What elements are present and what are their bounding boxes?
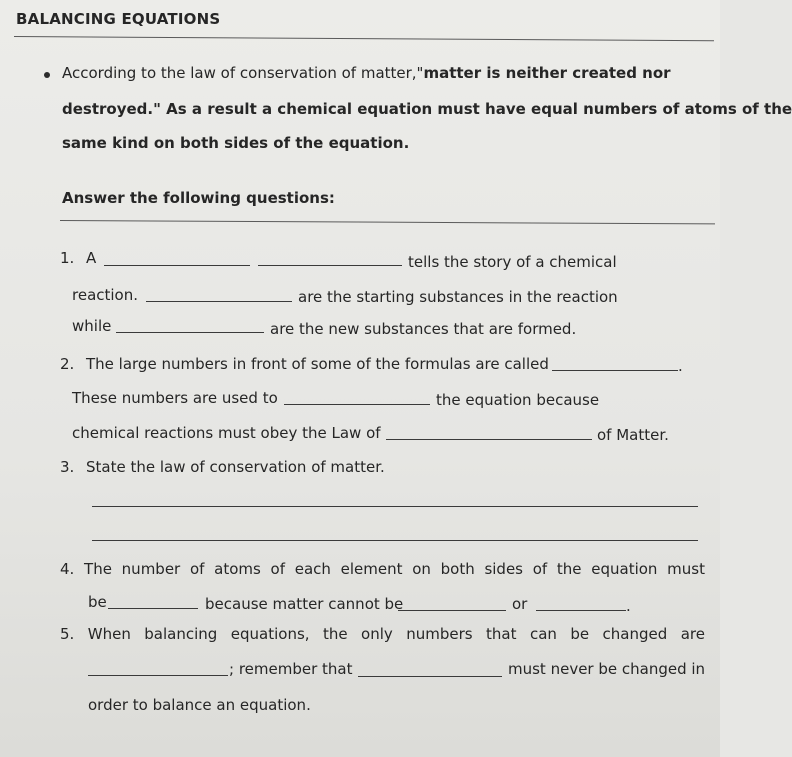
q5-blank-2[interactable]: [358, 662, 502, 677]
q1-line1-end: tells the story of a chemical: [408, 253, 617, 271]
q5-line3: order to balance an equation.: [88, 696, 311, 714]
q3-text: State the law of conservation of matter.: [86, 458, 385, 476]
q3-number: 3.: [60, 458, 75, 476]
q1-line2-end: are the starting substances in the reaction: [298, 288, 618, 306]
intro-line-1: [62, 64, 671, 82]
q1-blank-2[interactable]: [146, 287, 292, 302]
intro-line-2: [62, 100, 792, 118]
q3-answer-line-2[interactable]: [92, 540, 698, 541]
q1-line1-start: A: [86, 249, 97, 267]
q4-line2-c: or: [512, 595, 528, 613]
q5-line1: When balancing equations, the only numbers that can be changed are: [87, 625, 705, 643]
q5-line1-row: [60, 625, 705, 643]
q2-line2-start: These numbers are used to: [72, 389, 278, 407]
heading-underline: [60, 220, 715, 224]
q1-line2-start: reaction.: [72, 286, 139, 304]
q4-line1: The number of atoms of each element on both sides of the equation must: [84, 560, 705, 578]
q5-number: 5.: [60, 625, 75, 643]
title-underline: [14, 36, 714, 41]
q2-line3-end: of Matter.: [597, 426, 669, 444]
q2-line3-start: chemical reactions must obey the Law of: [72, 424, 381, 442]
q1-number: 1.: [60, 249, 75, 267]
q3-answer-line-1[interactable]: [92, 506, 698, 507]
q1-blank-1[interactable]: [104, 251, 250, 266]
q2-number: 2.: [60, 355, 75, 373]
q2-blank-1[interactable]: [552, 356, 678, 371]
q4-number: 4.: [60, 560, 75, 578]
q1-blank-1b[interactable]: [258, 251, 402, 266]
worksheet-title: BALANCING EQUATIONS: [16, 10, 221, 28]
q2-line1-end: .: [678, 357, 683, 375]
q2-line2-end: the equation because: [436, 391, 600, 409]
intro-quote-end: destroyed.": [62, 100, 161, 118]
q2-blank-3[interactable]: [386, 425, 592, 440]
q1-line3-start: while: [72, 317, 112, 335]
intro-quote: matter is neither created nor: [423, 64, 671, 82]
intro-line-3: same kind on both sides of the equation.: [62, 134, 410, 152]
intro-text: According to the law of conservation of matter,": [62, 64, 424, 82]
q4-line1-row: [60, 560, 705, 578]
q5-blank-1[interactable]: [88, 661, 228, 676]
q4-blank-2[interactable]: [398, 596, 506, 611]
intro-text-2: As a result a chemical equation must have equal numbers of atoms of the: [160, 100, 792, 118]
bullet-icon: [44, 72, 50, 78]
q5-line2-b: must never be changed in: [508, 660, 706, 678]
q1-blank-3[interactable]: [116, 318, 264, 333]
q1-line3-end: are the new substances that are formed.: [270, 320, 577, 338]
q2-blank-2[interactable]: [284, 390, 430, 405]
q4-blank-3[interactable]: [536, 596, 626, 611]
questions-heading: Answer the following questions:: [62, 189, 335, 207]
q2-line1: The large numbers in front of some of the formulas are called: [86, 355, 549, 373]
q4-line2-a: be: [88, 593, 107, 611]
q5-line2-a: ; remember that: [229, 660, 353, 678]
q4-blank-1[interactable]: [108, 594, 198, 609]
q4-line2-b: because matter cannot be: [205, 595, 404, 613]
q4-line2-end: .: [626, 597, 631, 615]
